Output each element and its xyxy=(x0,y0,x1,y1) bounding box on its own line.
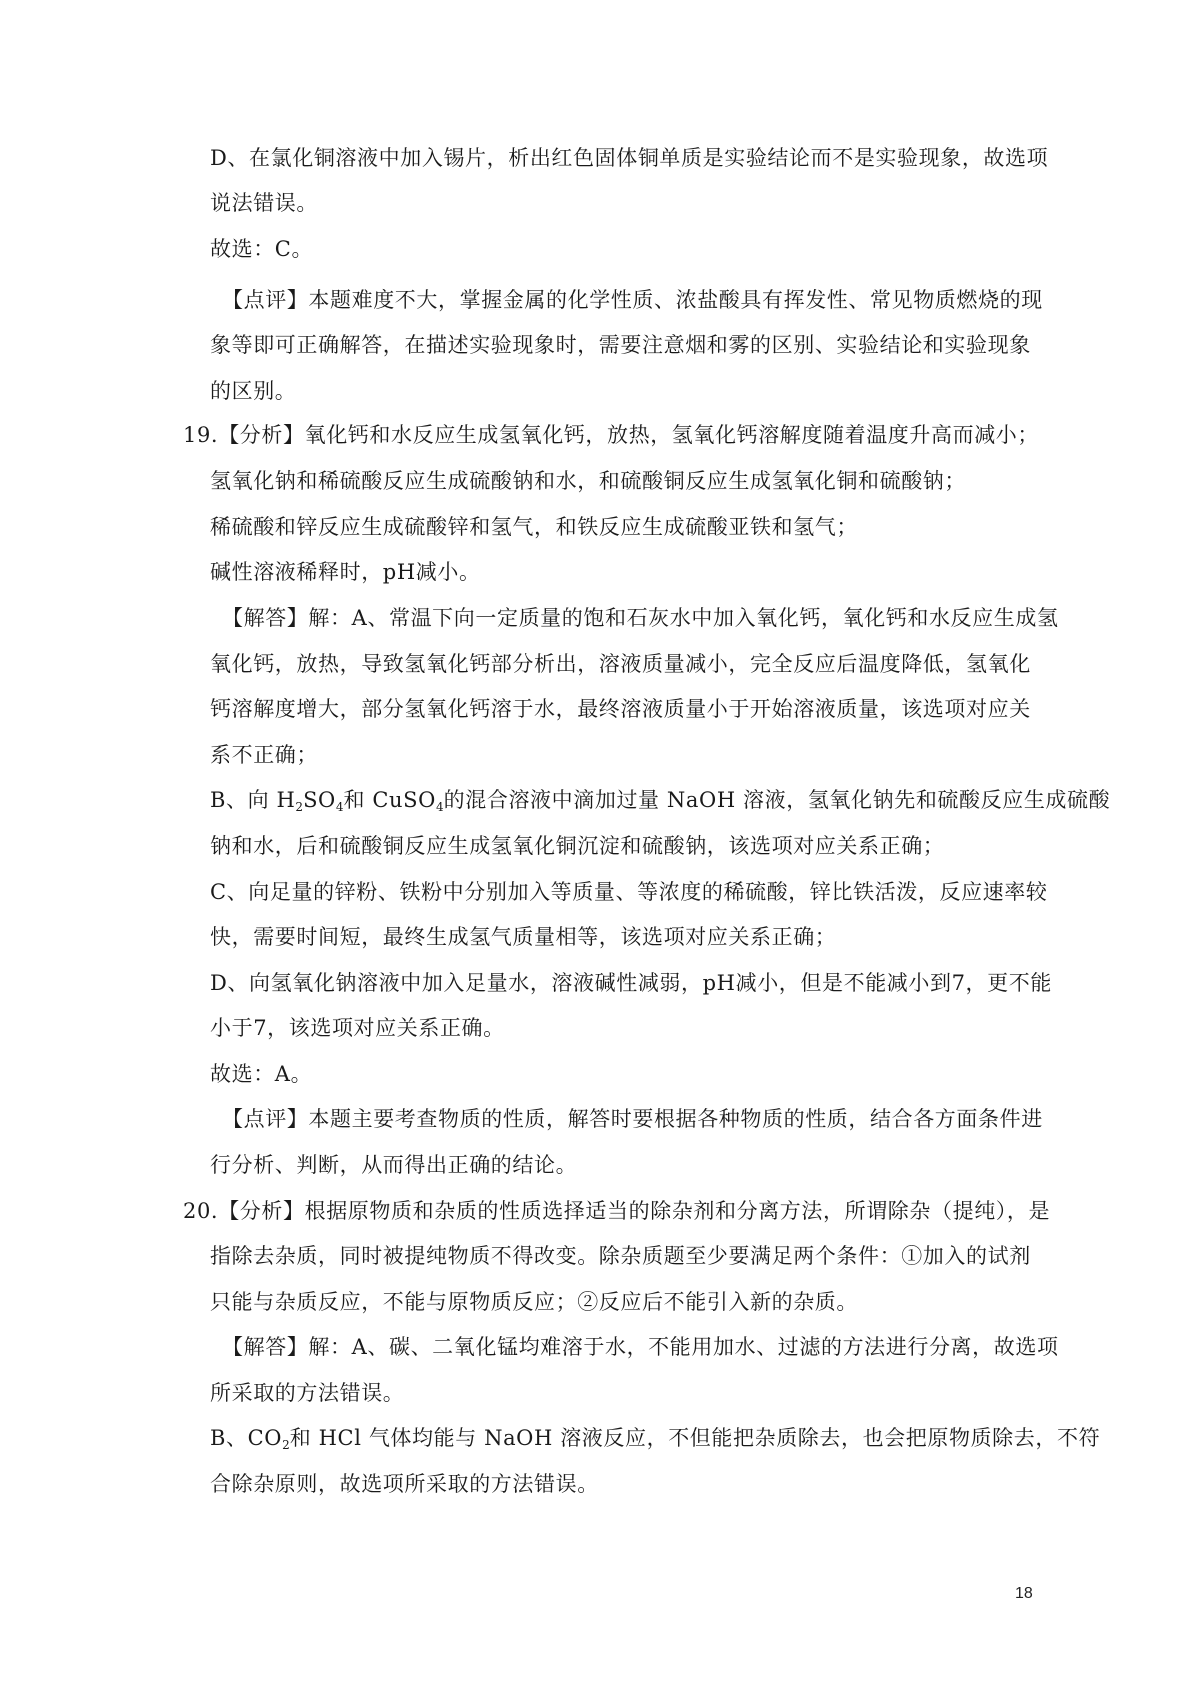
text-line: 指除去杂质，同时被提纯物质不得改变。除杂质题至少要满足两个条件：①加入的试剂 xyxy=(210,1244,1031,1268)
text-line: 行分析、判断，从而得出正确的结论。 xyxy=(210,1153,578,1177)
text-line: D、向氢氧化钠溶液中加入足量水，溶液碱性减弱，pH减小，但是不能减小到7，更不能 xyxy=(210,971,1052,995)
text-line: 氧化钙，放热，导致氢氧化钙部分析出，溶液质量减小，完全反应后温度降低，氢氧化 xyxy=(210,652,1031,676)
answer-heading-line: 【解答】解：A、常温下向一定质量的饱和石灰水中加入氧化钙，氧化钙和水反应生成氢 xyxy=(222,606,1059,630)
answer-heading-line: 【解答】解：A、碳、二氧化锰均难溶于水，不能用加水、过滤的方法进行分离，故选项 xyxy=(222,1335,1059,1359)
text-line: 稀硫酸和锌反应生成硫酸锌和氢气，和铁反应生成硫酸亚铁和氢气； xyxy=(210,515,858,539)
question-19-analysis: 19.【分析】氧化钙和水反应生成氢氧化钙，放热，氢氧化钙溶解度随着温度升高而减小； xyxy=(183,423,1039,447)
text-line: D、在氯化铜溶液中加入锡片，析出红色固体铜单质是实验结论而不是实验现象，故选项 xyxy=(210,146,1049,170)
text-line: 只能与杂质反应，不能与原物质反应；②反应后不能引入新的杂质。 xyxy=(210,1290,858,1314)
page-number: 18 xyxy=(1015,1585,1033,1602)
review-heading-line: 【点评】本题难度不大，掌握金属的化学性质、浓盐酸具有挥发性、常见物质燃烧的现 xyxy=(222,288,1043,312)
text-line: 快，需要时间短，最终生成氢气质量相等，该选项对应关系正确； xyxy=(210,925,837,949)
text-line: 钙溶解度增大，部分氢氧化钙溶于水，最终溶液质量小于开始溶液质量，该选项对应关 xyxy=(210,697,1031,721)
text-line: 故选：A。 xyxy=(210,1062,313,1086)
text-line: 象等即可正确解答，在描述实验现象时，需要注意烟和雾的区别、实验结论和实验现象 xyxy=(210,333,1031,357)
text-line: 所采取的方法错误。 xyxy=(210,1381,405,1405)
text-line: 的区别。 xyxy=(210,379,297,403)
text-line-option-b: B、向 $H_2SO_4$和 CuSO$_4$的混合溶液中滴加过量 NaOH 溶液，氢氧化钠先和硫酸反应生成硫酸 xyxy=(210,788,1111,814)
text-line: 钠和水，后和硫酸铜反应生成氢氧化铜沉淀和硫酸钠，该选项对应关系正确； xyxy=(210,834,945,858)
question-20-analysis: 20.【分析】根据原物质和杂质的性质选择适当的除杂剂和分离方法，所谓除杂（提纯），是 xyxy=(183,1199,1051,1223)
text-line: 故选：C。 xyxy=(210,237,314,261)
text-line: 小于7，该选项对应关系正确。 xyxy=(210,1016,505,1040)
review-heading-line: 【点评】本题主要考查物质的性质，解答时要根据各种物质的性质，结合各方面条件进 xyxy=(222,1107,1043,1131)
text-line: 碱性溶液稀释时，pH减小。 xyxy=(210,560,481,584)
text-line: 合除杂原则，故选项所采取的方法错误。 xyxy=(210,1472,599,1496)
text-line: 系不正确； xyxy=(210,743,318,767)
text-line: C、向足量的锌粉、铁粉中分别加入等质量、等浓度的稀硫酸，锌比铁活泼，反应速率较 xyxy=(210,880,1048,904)
text-line: 说法错误。 xyxy=(210,191,318,215)
text-line: 氢氧化钠和稀硫酸反应生成硫酸钠和水，和硫酸铜反应生成氢氧化铜和硫酸钠； xyxy=(210,469,966,493)
text-line-option-b: B、$CO_2$和 HCl 气体均能与 NaOH 溶液反应，不但能把杂质除去，也会把原物质除去，不符 xyxy=(210,1426,1101,1452)
